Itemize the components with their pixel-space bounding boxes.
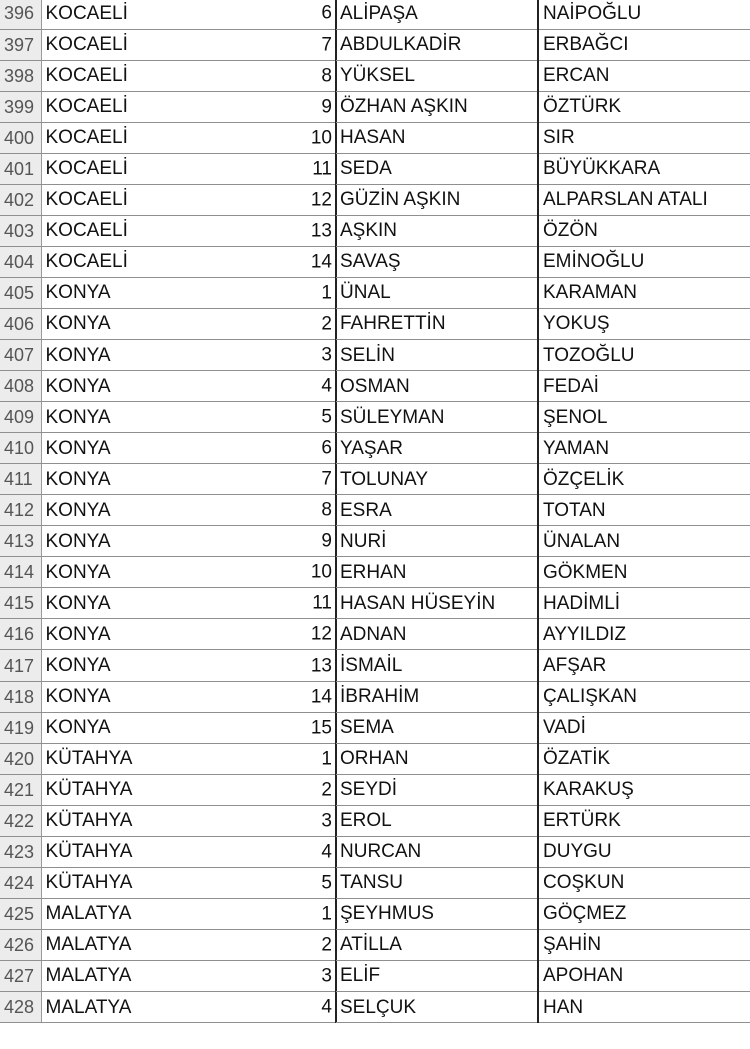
rank-number: 9 <box>321 96 332 118</box>
city-cell[interactable] <box>41 60 336 91</box>
rank-number: 2 <box>321 313 332 335</box>
city-cell[interactable] <box>41 588 336 619</box>
table-row <box>0 836 750 867</box>
surname-cell[interactable]: ÖZÇELİK <box>538 464 750 495</box>
surname-cell[interactable]: ÇALIŞKAN <box>538 681 750 712</box>
surname-cell[interactable]: BÜYÜKKARA <box>538 153 750 184</box>
row-number[interactable]: 396 <box>0 0 41 29</box>
row-number[interactable]: 421 <box>0 774 41 805</box>
row-number[interactable]: 425 <box>0 898 41 929</box>
city-cell[interactable] <box>41 929 336 960</box>
rank-number: 11 <box>312 158 332 180</box>
city-label: KONYA <box>45 623 111 645</box>
row-number[interactable]: 422 <box>0 805 41 836</box>
table-row <box>0 340 750 371</box>
surname-cell[interactable]: KARAMAN <box>538 277 750 308</box>
surname-cell[interactable]: HAN <box>538 992 750 1023</box>
surname-cell[interactable]: ERCAN <box>538 60 750 91</box>
rank-number: 1 <box>321 748 332 770</box>
surname-cell[interactable]: ERTÜRK <box>538 805 750 836</box>
surname-cell[interactable]: COŞKUN <box>538 867 750 898</box>
table-row <box>0 91 750 122</box>
row-number[interactable]: 401 <box>0 153 41 184</box>
surname-cell[interactable]: YAMAN <box>538 433 750 464</box>
city-label: KONYA <box>45 406 111 428</box>
city-label: KÜTAHYA <box>45 872 133 894</box>
surname-cell[interactable]: HADİMLİ <box>538 588 750 619</box>
table-row <box>0 619 750 650</box>
city-cell[interactable] <box>41 557 336 588</box>
city-label: KÜTAHYA <box>45 810 133 832</box>
first-name-cell[interactable]: İSMAİL <box>336 650 538 681</box>
row-number[interactable]: 400 <box>0 122 41 153</box>
rank-number: 11 <box>312 592 332 614</box>
rank-number: 1 <box>321 903 332 925</box>
table-row <box>0 867 750 898</box>
first-name-cell[interactable]: ADNAN <box>336 619 538 650</box>
city-label: KOCAELİ <box>45 189 128 211</box>
city-cell[interactable] <box>41 743 336 774</box>
rank-number: 13 <box>310 220 332 242</box>
city-label: KONYA <box>45 592 111 614</box>
first-name-cell[interactable]: NURİ <box>336 526 538 557</box>
surname-cell[interactable]: VADİ <box>538 712 750 743</box>
city-label: KONYA <box>45 344 111 366</box>
rank-number: 8 <box>321 499 332 521</box>
city-cell[interactable] <box>41 960 336 991</box>
city-cell[interactable] <box>41 153 336 184</box>
rank-number: 13 <box>310 655 332 676</box>
row-number[interactable]: 402 <box>0 184 41 215</box>
city-cell[interactable] <box>41 650 336 681</box>
city-cell[interactable] <box>41 246 336 277</box>
surname-cell[interactable]: AYYILDIZ <box>538 619 750 650</box>
surname-cell[interactable]: ÜNALAN <box>538 526 750 557</box>
surname-cell[interactable]: ÖZTÜRK <box>538 91 750 122</box>
surname-cell[interactable]: ÖZÖN <box>538 215 750 246</box>
surname-cell[interactable]: TOZOĞLU <box>538 340 750 371</box>
table-row <box>0 526 750 557</box>
surname-cell[interactable]: GÖKMEN <box>538 557 750 588</box>
first-name-cell[interactable]: SÜLEYMAN <box>336 402 538 433</box>
table-row <box>0 650 750 681</box>
rank-number: 10 <box>310 127 332 149</box>
city-cell[interactable] <box>41 308 336 339</box>
rank-number: 2 <box>321 934 332 956</box>
row-number[interactable]: 426 <box>0 929 41 960</box>
rank-number: 14 <box>310 251 332 273</box>
surname-cell[interactable]: GÖÇMEZ <box>538 898 750 929</box>
city-label: KÜTAHYA <box>45 748 133 770</box>
surname-cell[interactable]: ÖZATİK <box>538 743 750 774</box>
first-name-cell[interactable]: ORHAN <box>336 743 538 774</box>
table-row <box>0 433 750 464</box>
first-name-cell[interactable]: AŞKIN <box>336 215 538 246</box>
city-cell[interactable] <box>41 774 336 805</box>
city-cell[interactable] <box>41 91 336 122</box>
first-name-cell[interactable]: ATİLLA <box>336 929 538 960</box>
row-number[interactable]: 419 <box>0 712 41 743</box>
city-cell[interactable] <box>41 184 336 215</box>
first-name-cell[interactable]: ŞEYHMUS <box>336 898 538 929</box>
rank-number: 1 <box>321 282 332 304</box>
first-name-cell[interactable]: HASAN HÜSEYİN <box>336 588 538 619</box>
row-number[interactable]: 397 <box>0 29 41 60</box>
row-number[interactable]: 411 <box>0 464 41 495</box>
city-label: KOCAELİ <box>45 34 128 56</box>
city-label: KOCAELİ <box>45 127 128 149</box>
row-number[interactable]: 408 <box>0 371 41 402</box>
surname-cell[interactable]: SIR <box>538 122 750 153</box>
row-number[interactable]: 413 <box>0 526 41 557</box>
surname-cell[interactable]: KARAKUŞ <box>538 774 750 805</box>
city-cell[interactable] <box>41 867 336 898</box>
rank-number: 7 <box>321 468 332 490</box>
city-cell[interactable] <box>41 122 336 153</box>
surname-cell[interactable]: TOTAN <box>538 495 750 526</box>
city-label: KONYA <box>45 686 111 708</box>
row-number[interactable]: 409 <box>0 402 41 433</box>
city-cell[interactable] <box>41 464 336 495</box>
row-number[interactable]: 428 <box>0 992 41 1023</box>
city-label: KOCAELİ <box>45 251 128 273</box>
city-label: KOCAELİ <box>45 2 128 24</box>
row-number[interactable]: 404 <box>0 246 41 277</box>
table-row <box>0 60 750 91</box>
row-number[interactable]: 407 <box>0 340 41 371</box>
city-label: MALATYA <box>45 903 132 925</box>
row-number[interactable]: 418 <box>0 681 41 712</box>
rank-number: 8 <box>321 65 332 87</box>
city-label: KONYA <box>45 717 111 739</box>
table-row <box>0 557 750 588</box>
city-label: KONYA <box>45 313 111 335</box>
surname-cell[interactable]: APOHAN <box>538 960 750 991</box>
city-label: KONYA <box>45 375 111 397</box>
first-name-cell[interactable]: SEYDİ <box>336 774 538 805</box>
row-number[interactable]: 410 <box>0 433 41 464</box>
row-number[interactable]: 405 <box>0 277 41 308</box>
rank-number: 7 <box>321 34 332 56</box>
city-label: KONYA <box>45 530 111 552</box>
first-name-cell[interactable]: ERHAN <box>336 557 538 588</box>
city-cell[interactable] <box>41 712 336 743</box>
surname-cell[interactable]: YOKUŞ <box>538 308 750 339</box>
table-row <box>0 464 750 495</box>
city-cell[interactable] <box>41 215 336 246</box>
table-row <box>0 588 750 619</box>
city-cell[interactable] <box>41 898 336 929</box>
first-name-cell[interactable]: ELİF <box>336 960 538 991</box>
first-name-cell[interactable]: OSMAN <box>336 371 538 402</box>
city-cell[interactable] <box>41 495 336 526</box>
rank-number: 3 <box>321 810 332 832</box>
table-row <box>0 184 750 215</box>
rank-number: 5 <box>321 406 332 428</box>
table-row <box>0 681 750 712</box>
first-name-cell[interactable]: TOLUNAY <box>336 464 538 495</box>
city-label: MALATYA <box>45 996 132 1018</box>
city-cell[interactable] <box>41 433 336 464</box>
table-row <box>0 153 750 184</box>
city-cell[interactable] <box>41 340 336 371</box>
table-row <box>0 371 750 402</box>
city-cell[interactable] <box>41 681 336 712</box>
table-row <box>0 308 750 339</box>
first-name-cell[interactable]: ABDULKADİR <box>336 29 538 60</box>
first-name-cell[interactable]: SELÇUK <box>336 992 538 1023</box>
first-name-cell[interactable]: ESRA <box>336 495 538 526</box>
city-cell[interactable] <box>41 0 336 29</box>
first-name-cell[interactable]: NURCAN <box>336 836 538 867</box>
row-number[interactable]: 416 <box>0 619 41 650</box>
city-cell[interactable] <box>41 805 336 836</box>
table-row <box>0 495 750 526</box>
row-number[interactable]: 417 <box>0 650 41 681</box>
first-name-cell[interactable]: YAŞAR <box>336 433 538 464</box>
rank-number: 4 <box>321 841 332 863</box>
city-cell[interactable] <box>41 526 336 557</box>
first-name-cell[interactable]: EROL <box>336 805 538 836</box>
first-name-cell[interactable]: SELİN <box>336 340 538 371</box>
first-name-cell[interactable]: ALİPAŞA <box>336 0 538 29</box>
row-number[interactable]: 403 <box>0 215 41 246</box>
row-number[interactable]: 423 <box>0 836 41 867</box>
row-number[interactable]: 420 <box>0 743 41 774</box>
row-number[interactable]: 415 <box>0 588 41 619</box>
surname-cell[interactable]: ALPARSLAN ATALI <box>538 184 750 215</box>
rank-number: 14 <box>310 686 332 708</box>
city-label: KOCAELİ <box>45 220 128 242</box>
city-label: KÜTAHYA <box>45 841 133 863</box>
city-cell[interactable] <box>41 619 336 650</box>
table-row <box>0 0 750 29</box>
city-label: KOCAELİ <box>45 96 128 118</box>
rank-number: 6 <box>321 2 332 24</box>
city-label: MALATYA <box>45 965 132 987</box>
city-cell[interactable] <box>41 836 336 867</box>
table-row <box>0 929 750 960</box>
city-label: KONYA <box>45 468 111 490</box>
table-row <box>0 743 750 774</box>
table-row <box>0 122 750 153</box>
city-cell[interactable] <box>41 29 336 60</box>
row-number[interactable]: 427 <box>0 960 41 991</box>
first-name-cell[interactable]: İBRAHİM <box>336 681 538 712</box>
row-number[interactable]: 424 <box>0 867 41 898</box>
table-row <box>0 960 750 991</box>
surname-cell[interactable]: EMİNOĞLU <box>538 246 750 277</box>
row-number[interactable]: 414 <box>0 557 41 588</box>
table-row <box>0 898 750 929</box>
rank-number: 4 <box>321 996 332 1018</box>
table-row <box>0 402 750 433</box>
first-name-cell[interactable]: FAHRETTİN <box>336 308 538 339</box>
city-label: KONYA <box>45 499 111 521</box>
rank-number: 3 <box>321 965 332 987</box>
first-name-cell[interactable]: GÜZİN AŞKIN <box>336 184 538 215</box>
first-name-cell[interactable]: ÜNAL <box>336 277 538 308</box>
city-label: KONYA <box>45 437 111 459</box>
city-label: KONYA <box>45 561 111 583</box>
surname-cell[interactable]: FEDAİ <box>538 371 750 402</box>
table-row <box>0 712 750 743</box>
rank-number: 2 <box>321 779 332 801</box>
row-number[interactable]: 399 <box>0 91 41 122</box>
table-row <box>0 215 750 246</box>
surname-cell[interactable]: ERBAĞCI <box>538 29 750 60</box>
table-row <box>0 277 750 308</box>
city-label: KONYA <box>45 282 111 304</box>
table-row <box>0 805 750 836</box>
first-name-cell[interactable]: HASAN <box>336 122 538 153</box>
surname-cell[interactable]: NAİPOĞLU <box>538 0 750 29</box>
surname-cell[interactable]: ŞENOL <box>538 402 750 433</box>
rank-number: 9 <box>321 530 332 552</box>
surname-cell[interactable]: DUYGU <box>538 836 750 867</box>
rank-number: 15 <box>310 717 332 739</box>
rank-number: 6 <box>321 437 332 459</box>
first-name-cell[interactable]: SEDA <box>336 153 538 184</box>
first-name-cell[interactable]: YÜKSEL <box>336 60 538 91</box>
surname-cell[interactable]: AFŞAR <box>538 650 750 681</box>
table-row <box>0 29 750 60</box>
rank-number: 5 <box>321 872 332 894</box>
city-cell[interactable] <box>41 992 336 1023</box>
first-name-cell[interactable]: SEMA <box>336 712 538 743</box>
first-name-cell[interactable]: TANSU <box>336 867 538 898</box>
table-row <box>0 246 750 277</box>
city-cell[interactable] <box>41 371 336 402</box>
rank-number: 4 <box>321 375 332 397</box>
city-label: KÜTAHYA <box>45 779 133 801</box>
city-label: KOCAELİ <box>45 158 128 180</box>
first-name-cell[interactable]: ÖZHAN AŞKIN <box>336 91 538 122</box>
rank-number: 10 <box>310 561 332 583</box>
row-number[interactable]: 398 <box>0 60 41 91</box>
row-number[interactable]: 406 <box>0 308 41 339</box>
city-label: KONYA <box>45 655 111 676</box>
table-row <box>0 774 750 805</box>
rank-number: 12 <box>310 189 332 211</box>
rank-number: 12 <box>310 623 332 645</box>
city-cell[interactable] <box>41 277 336 308</box>
table-row <box>0 992 750 1023</box>
row-number[interactable]: 412 <box>0 495 41 526</box>
surname-cell[interactable]: ŞAHİN <box>538 929 750 960</box>
city-label: MALATYA <box>45 934 132 956</box>
city-cell[interactable] <box>41 402 336 433</box>
rank-number: 3 <box>321 344 332 366</box>
first-name-cell[interactable]: SAVAŞ <box>336 246 538 277</box>
city-label: KOCAELİ <box>45 65 128 87</box>
